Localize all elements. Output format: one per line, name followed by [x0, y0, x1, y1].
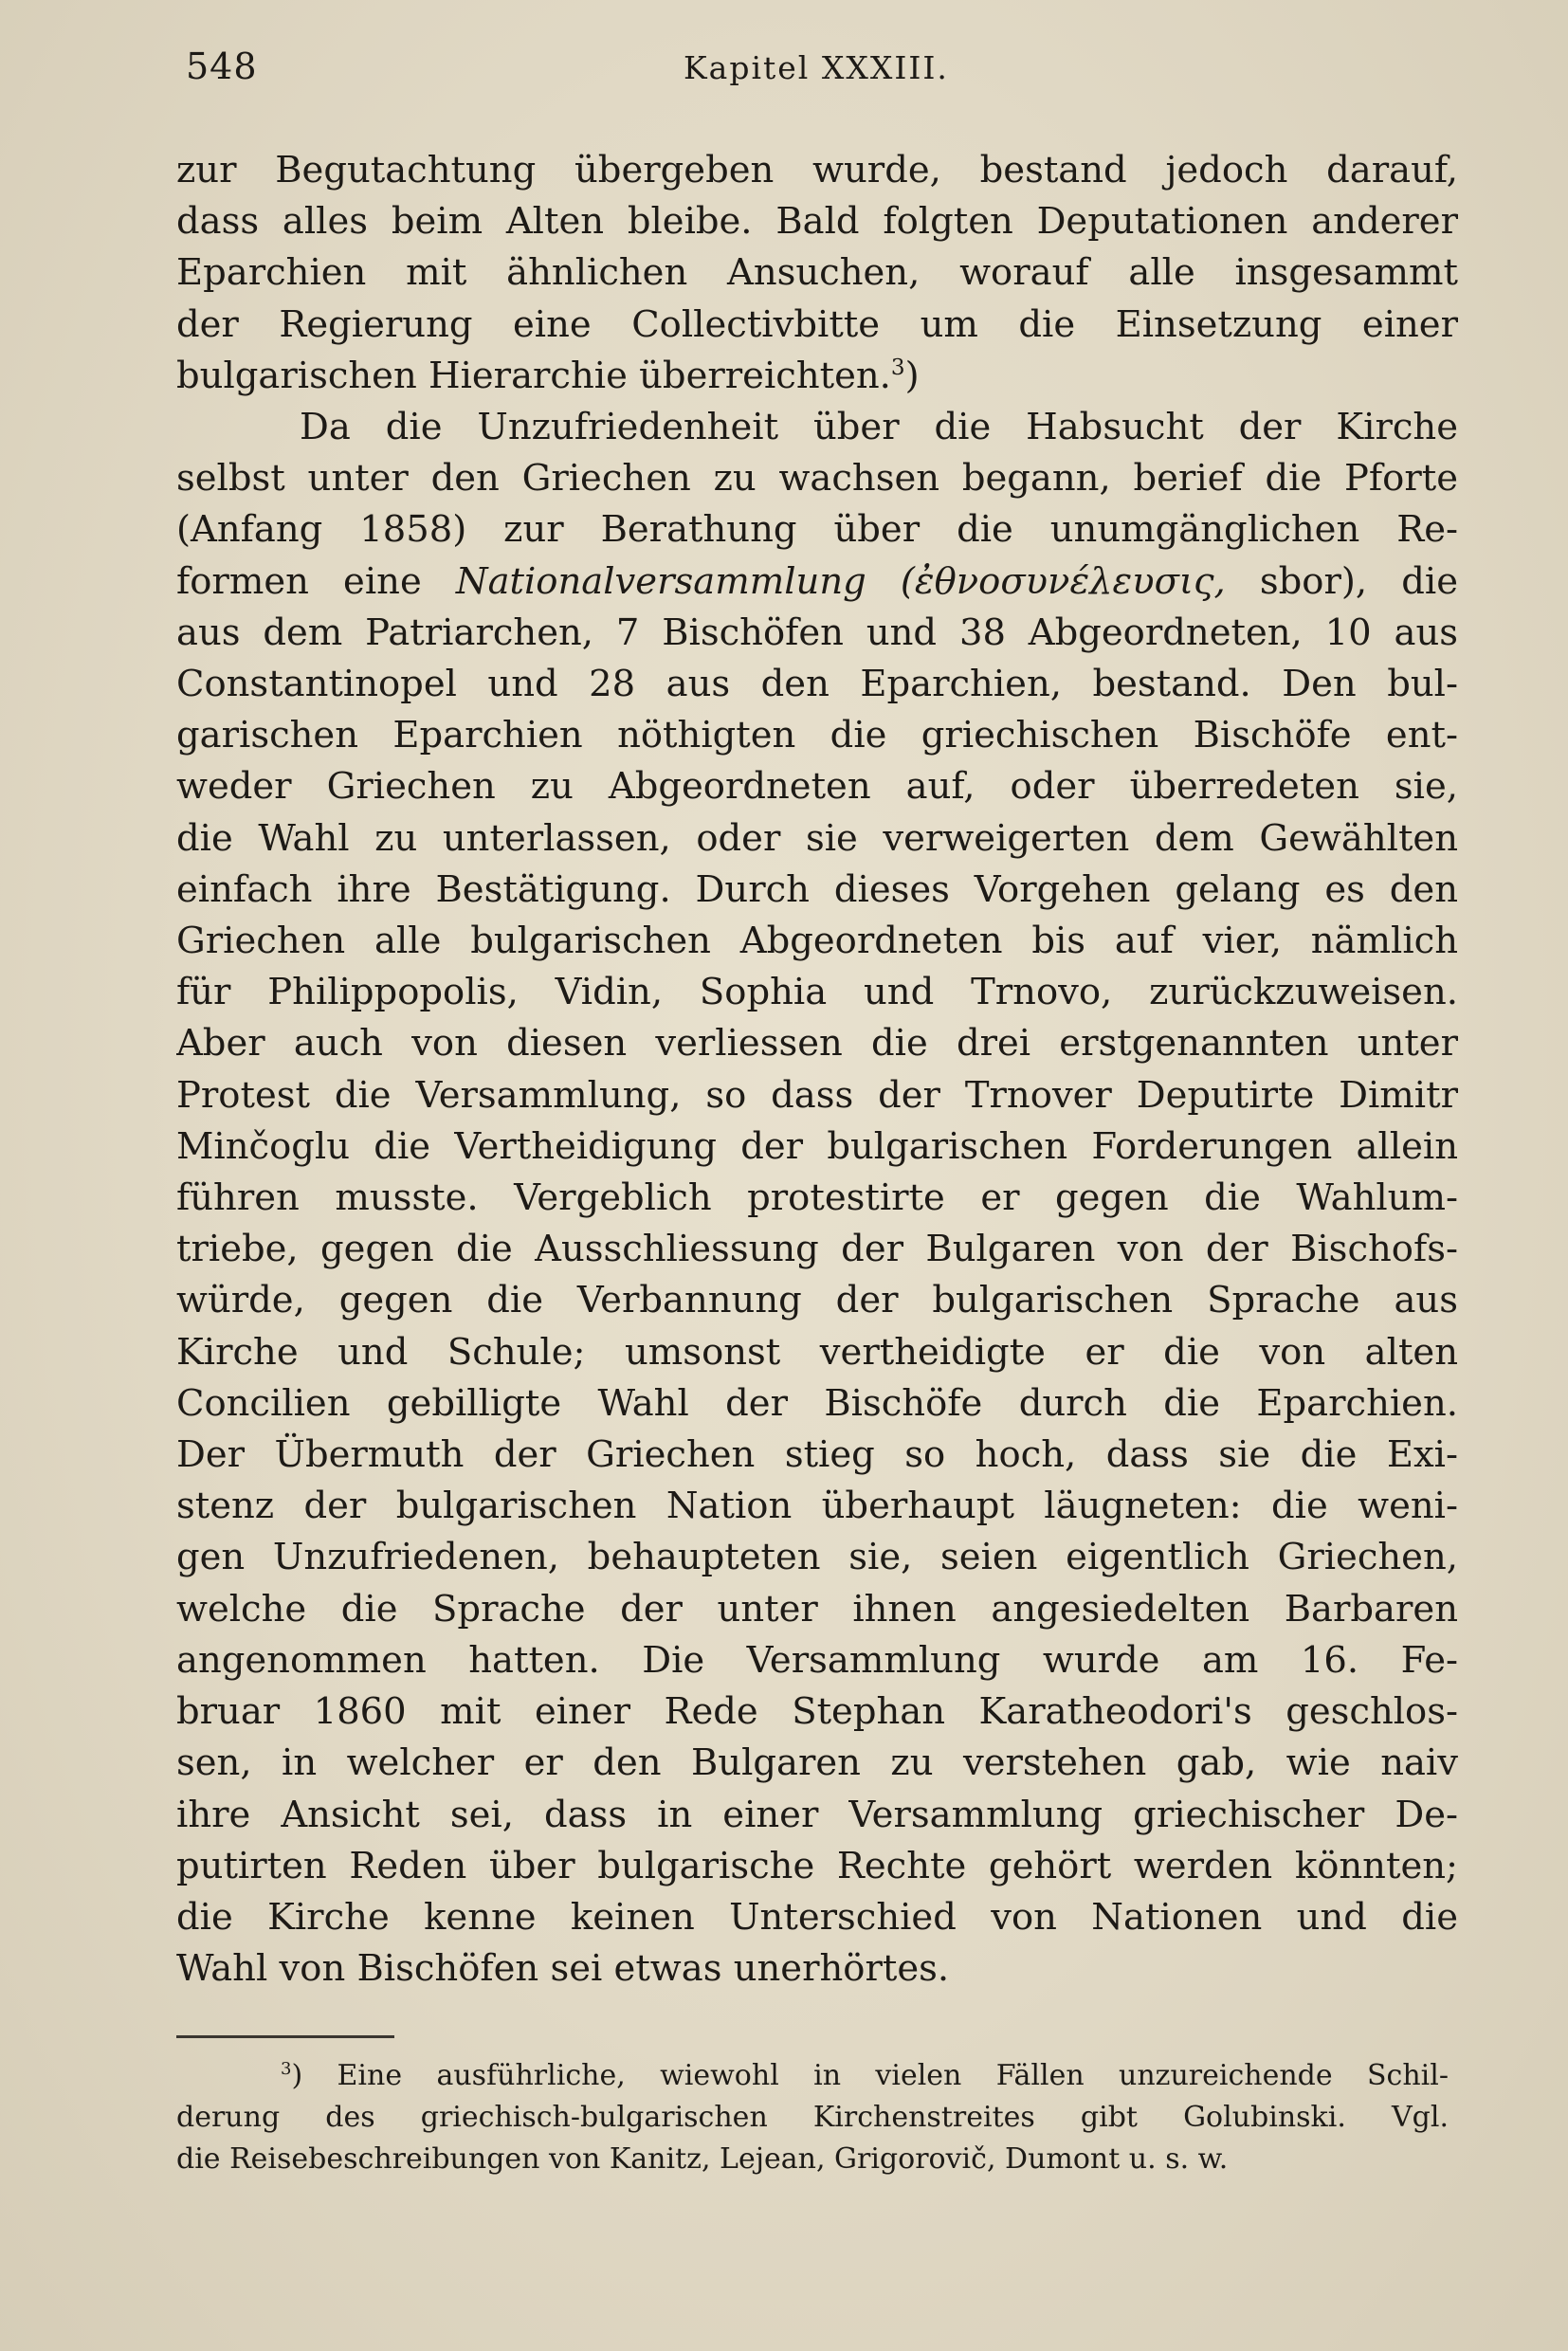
text-line: die Kirche kenne keinen Unterschied von Nationen und die: [176, 1895, 1458, 1939]
text-line: Kirche und Schule; umsonst vertheidigte er die von alten: [176, 1330, 1458, 1374]
text-line: Protest die Versammlung, so dass der Trnover Deputirte Dimitr: [176, 1073, 1458, 1117]
text-line: ihre Ansicht sei, dass in einer Versammlung griechischer De-: [176, 1793, 1458, 1836]
text-line: bruar 1860 mit einer Rede Stephan Karatheodori's geschlos-: [176, 1690, 1458, 1734]
text-line: Aber auch von diesen verliessen die drei erstgenannten unter: [176, 1022, 1458, 1066]
text-line: (Anfang 1858) zur Berathung über die unumgänglichen Re-: [176, 508, 1458, 552]
text-fragment: ): [904, 354, 920, 397]
text-line: triebe, gegen die Ausschliessung der Bulgaren von der Bischofs-: [176, 1228, 1458, 1271]
text-line: Wahl von Bischöfen sei etwas unerhörtes.: [176, 1947, 950, 1991]
text-line: angenommen hatten. Die Versammlung wurde am 16. Fe-: [176, 1638, 1458, 1682]
text-line: aus dem Patriarchen, 7 Bischöfen und 38 Abgeordneten, 10 aus: [176, 611, 1458, 654]
text-line: Griechen alle bulgarischen Abgeordneten bis auf vier, nämlich: [176, 920, 1458, 963]
text-fragment: sbor), die: [1259, 559, 1458, 603]
text-fragment: bulgarischen Hierarchie überreichten.: [176, 354, 891, 397]
text-line: gen Unzufriedenen, behaupteten sie, seien eigentlich Griechen,: [176, 1536, 1458, 1579]
page-number: 548: [186, 46, 258, 87]
text-line: die Wahl zu unterlassen, oder sie verweigerten dem Gewählten: [176, 816, 1458, 860]
text-line: sen, in welcher er den Bulgaren zu verstehen gab, wie naiv: [176, 1741, 1458, 1785]
text-line: für Philippopolis, Vidin, Sophia und Trnovo, zurückzuweisen.: [176, 971, 1458, 1014]
text-line: Eparchien mit ähnlichen Ansuchen, worauf alle insgesammt: [176, 251, 1458, 295]
paragraph-start-line: Da die Unzufriedenheit über die Habsucht der Kirche: [300, 406, 1458, 449]
greek-term: (ἐθνοσυνέλευσις,: [900, 559, 1226, 603]
footnote-marker: 3: [281, 2059, 292, 2079]
text-line: führen musste. Vergeblich protestirte er gegen die Wahlum-: [176, 1176, 1458, 1220]
text-line: Concilien gebilligte Wahl der Bischöfe durch die Eparchien.: [176, 1381, 1458, 1425]
text-line: [176, 556, 1458, 608]
main-text: [176, 145, 1458, 1995]
footnote: [176, 2055, 1449, 2180]
text-line: der Regierung eine Collectivbitte um die Einsetzung einer: [176, 302, 1458, 346]
text-line: Der Übermuth der Griechen stieg so hoch, dass sie die Exi-: [176, 1433, 1458, 1477]
text-line: putirten Reden über bulgarische Rechte gehört werden könnten;: [176, 1844, 1458, 1887]
text-fragment: Eine ausführliche, wiewohl in vielen Fällen unzureichende Schil-: [337, 2059, 1449, 2092]
text-line: selbst unter den Griechen zu wachsen begann, berief die Pforte: [176, 457, 1458, 501]
footnote-line: [176, 2055, 1449, 2097]
footnote-line: derung des griechisch-bulgarischen Kirchenstreites gibt Golubinski. Vgl.: [176, 2101, 1449, 2134]
text-line: [176, 351, 1458, 402]
text-line: Constantinopel und 28 aus den Eparchien, bestand. Den bul-: [176, 663, 1458, 706]
footnote-line: die Reisebeschreibungen von Kanitz, Lejean, Grigorovič, Dumont u. s. w.: [176, 2142, 1229, 2176]
text-line: Minčoglu die Vertheidigung der bulgarischen Forderungen allein: [176, 1124, 1458, 1168]
text-line: zur Begutachtung übergeben wurde, bestand jedoch darauf,: [176, 149, 1458, 191]
emphasized-term: Nationalversammlung: [455, 559, 866, 603]
text-line: stenz der bulgarischen Nation überhaupt läugneten: die weni-: [176, 1485, 1458, 1528]
text-line: welche die Sprache der unter ihnen angesiedelten Barbaren: [176, 1587, 1458, 1631]
page-header: [186, 46, 1418, 102]
footnote-divider: [176, 2035, 394, 2038]
text-line: garischen Eparchien nöthigten die griechischen Bischöfe ent-: [176, 714, 1458, 757]
footnote-reference: 3: [890, 355, 905, 380]
text-line: würde, gegen die Verbannung der bulgarischen Sprache aus: [176, 1279, 1458, 1322]
text-line: weder Griechen zu Abgeordneten auf, oder überredeten sie,: [176, 765, 1458, 809]
running-head: Kapitel XXXIII.: [684, 49, 949, 86]
text-fragment: formen eine: [176, 559, 422, 603]
text-line: dass alles beim Alten bleibe. Bald folgten Deputationen anderer: [176, 200, 1458, 244]
text-line: einfach ihre Bestätigung. Durch dieses Vorgehen gelang es den: [176, 867, 1458, 911]
footnote-marker-close: ): [291, 2059, 303, 2092]
